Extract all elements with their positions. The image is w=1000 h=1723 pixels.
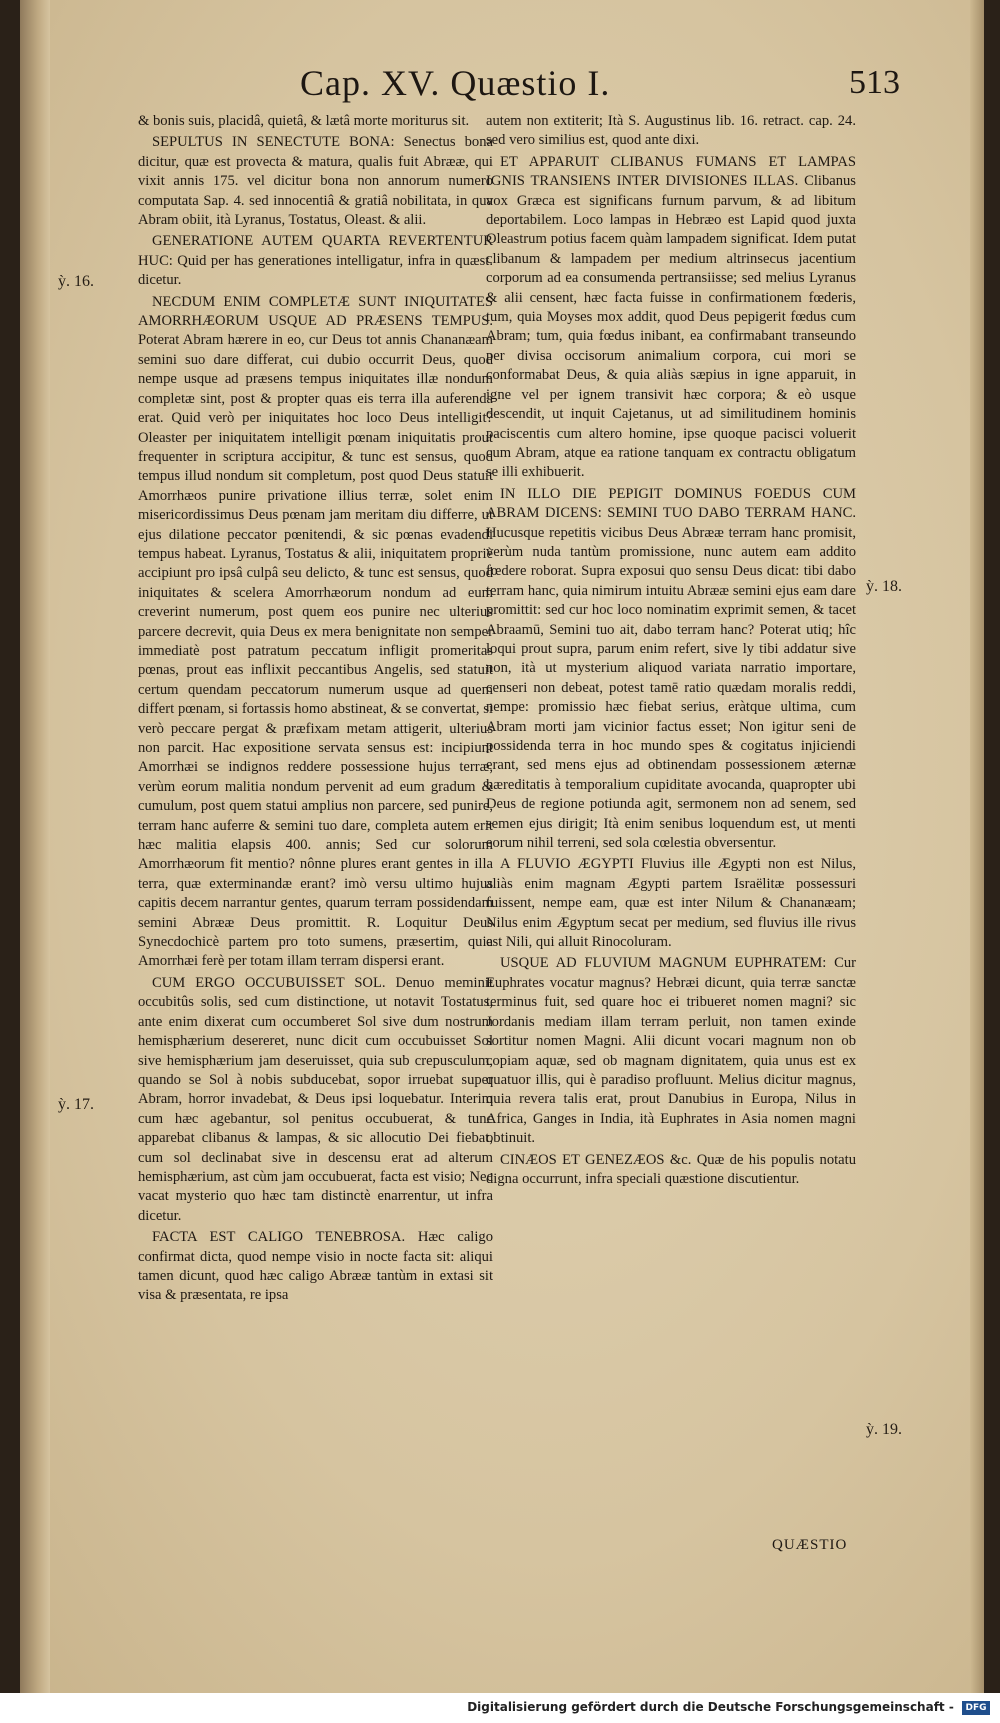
verse-note-17: ỳ. 17. xyxy=(58,1096,94,1113)
left-column xyxy=(138,112,493,1572)
paragraph: SEPULTUS IN SENECTUTE BONA: Senectus bona dicitur, quæ est provecta & matura, qualis fuit Abrææ, qui vixit annis 175. vel dicitur bona non annorum numero computata Sap. 4. sed innocentiâ & gratiâ nobilitata, in qua Abram obiit, ità Lyranus, Tostatus, Oleast. & alii. xyxy=(138,134,493,229)
paragraph: ET APPARUIT CLIBANUS FUMANS ET LAMPAS IGNIS TRANSIENS INTER DIVISIONES ILLAS. Clibanus vox Græca est significans furnum parvum, & ad libitum deportabilem. Loco lampas in Hebræo est Lapid quod juxta Oleastrum potius facem quàm lampadem significat. Idem putat clibanum & lampadem per medium altrinsecus jacentium corporum ad ea consumenda pertransiisse; sed melius Lyranus & alii censent, hæc facta fuisse in confirmationem fœderis, tum, quia Moyses mox addit, quod Deus pepigerit fœdus cum Abram; tum, quia fœdus inibant, ea confirmabant transeundo per divisa occisorum animalium corpora, cui mori se conformabat Deus, & quia aliàs sæpius in igne apparuit, in igne vel per ignem transivit hæc corpora; & eò usque descendit, ut inquit Cajetanus, ut ad similitudinem hominis paciscentis cum altero homine, ipse quoque pacisci voluerit cum Abram, atque ea ratione tanquam ex contractu obligatum se illi exhibuerit. xyxy=(486,153,856,481)
page-gutter xyxy=(20,0,50,1693)
catchword: QUÆSTIO xyxy=(772,1537,848,1553)
dfg-logo-icon: DFG xyxy=(962,1701,990,1715)
paragraph: GENERATIONE AUTEM QUARTA REVERTENTUR HUC: Quid per has generationes intelligatur, infra in quæst. dicetur. xyxy=(138,233,493,289)
paragraph: autem non extiterit; Ità S. Augustinus lib. 16. retract. cap. 24. sed vero similius est, quod ante dixi. xyxy=(486,113,856,149)
verse-note-18: ỳ. 18. xyxy=(866,578,902,595)
paragraph: CINÆOS ET GENEZÆOS &c. Quæ de his populis notatu digna occurrunt, infra speciali quæstione discutientur. xyxy=(486,1151,856,1187)
paragraph: CUM ERGO OCCUBUISSET SOL. Denuo meminit occubitûs solis, sed cum distinctione, ut notavit Tostatus, ante enim dixerat cum occumberet Sol sive dum nostrum hemisphærium desereret, nunc dicit cum occubuisset Sol sive hemisphærium jam deseruisset, quia sub crepusculum, quando se Sol à nobis subducebat, sopor irruebat super Abram, horror invadebat, & Deus ipsi loquebatur. Interim cum hæc agebantur, sol penitus occubuerat, & tunc apparebat clibanus & lampas, & sic allocutio Dei fiebat, cum sol declinabat sive in descensu erat ad alterum hemisphærium, ast cùm jam occubuerat, facta est visio; Nec vacat mysterio quo hæc tam distinctè enarrentur, ut infra dicetur. xyxy=(138,974,493,1224)
footer-credit xyxy=(467,1700,990,1715)
paragraph: USQUE AD FLUVIUM MAGNUM EUPHRATEM: Cur Euphrates vocatur magnus? Hebræi dicunt, quia terræ sanctæ terminus fuit, sed quare hoc ei tribueret nomen magni? sic Jordanis mediam illam terram perluit, non tamen exinde sortitur nomen Magni. Alii dicunt vocari magnum non ob copiam aquæ, sed ob magnam dignitatem, quia unus est ex quatuor illis, qui è paradiso profluunt. Melius dicitur magnus, quia revera talis erat, prout Danubius in Europa, Nilus in Africa, Ganges in India, ità Euphrates in Asia nomen magni obtinuit. xyxy=(486,955,856,1147)
page-header xyxy=(140,62,900,112)
page-number: 513 xyxy=(849,64,900,101)
paragraph: IN ILLO DIE PEPIGIT DOMINUS FOEDUS CUM ABRAM DICENS: SEMINI TUO DABO TERRAM HANC. Hucusque repetitis vicibus Deus Abrææ terram hanc promisit, verùm nuda tantùm promissione, nunc autem eam addito fœdere roborat. Supra exposui quo sensu Deus dicat: tibi dabo terram hanc, quia nimirum intuitu Abrææ semini ejus eam dare promittit: sed cur hoc loco nominatim exprimit semen, & tacet Abraamū, Semini tuo ait, dabo terram hanc? Poterat utiq; hîc loqui prout supra, parum enim refert, sive ly tibi addatur sive non, ità ut mysterium aliquod variata narratio importare, censeri non debeat, potest tamē ratio quædam moralis reddi, nempe: promissio hæc fiebat serius, eràtque ultima, cum Abram morti jam vicinior factus esset; Non igitur seni de possidenda terra in hoc mundo spes & cogitatus injiciendi erant, sed mens ejus ad obtinendam possessionem æternæ hæreditatis à temporalium cupiditate avocanda, quapropter ubi Deus de regione potiunda agit, sermonem non ad senem, sed semen ejus dirigit; Ità enim senibus loquendum est, ut menti eorum nihil terreni, sed sola cœlestia obversentur. xyxy=(486,485,856,852)
digitization-footer xyxy=(0,1693,1000,1723)
right-column xyxy=(486,112,856,1572)
book-page xyxy=(20,0,984,1693)
running-head: Cap. XV. Quæstio I. xyxy=(300,63,611,103)
footer-text: Digitalisierung gefördert durch die Deutsche Forschungsgemeinschaft - xyxy=(467,1700,954,1714)
verse-note-19: ỳ. 19. xyxy=(866,1421,902,1438)
verse-note-16: ỳ. 16. xyxy=(58,273,94,290)
paragraph: FACTA EST CALIGO TENEBROSA. Hæc caligo confirmat dicta, quod nempe visio in nocte facta sit: aliqui tamen dicunt, quod hæc caligo Abrææ tantùm in extasi sit visa & præsentata, re ipsa xyxy=(138,1229,493,1304)
paragraph: A FLUVIO ÆGYPTI Fluvius ille Ægypti non est Nilus, aliàs enim magnam Ægypti partem Israëlitæ possessuri fuissent, nempe eam, quæ est inter Nilum & Chananæam; Nilus enim Ægyptum secat per medium, sed fluvius ille rivus est Nili, qui alluit Rinocoluram. xyxy=(486,856,856,951)
paragraph: NECDUM ENIM COMPLETÆ SUNT INIQUITATES AMORRHÆORUM USQUE AD PRÆSENS TEMPUS. Poterat Abram hærere in eo, cur Deus tot annis Chananæam semini suo dare differat, cui dubio occurrit Deus, quod nempe usque ad præsens tempus iniquitates illæ nondum completæ sint, post & propter quas eis terra illa auferenda erat. Quid verò per iniquitates hoc loco Deus intelligit? Oleaster per iniquitatem intelligit pœnam iniquitatis prout frequenter in scriptura accipitur, & tunc est sensus, quod tempus illud nondum sit completum, post quod Deus statuit Amorrhæos punire privatione illius terræ, solet enim misericordissimus Deus pœnam jam meritam diu differre, ut ejus dilatione peccator pœnitendi, & sic pœnas evadendi tempus habeat. Lyranus, Tostatus & alii, iniquitatem propriè accipiunt pro ipsâ culpâ seu delicto, & tunc est sensus, quod iniquitates & scelera Amorrhæorum nondum ad eum creverint numerum, post quem eos punire nec ulterius parcere decrevit, quia Deus ex mera benignitate non semper immediatè post patratum peccatum infligit promeritas pœnas, prout eas inflixit peccantibus Angelis, sed statuit certum quendam peccatorum numerum usque ad quem differt pœnam, si fortassis homo abstineat, & se convertat, si verò peccare pergat & præfixam metam attigerit, ulterius non parcit. Hac expositione servata sensus est: incipiunt Amorrhæi se indignos reddere possessione hujus terræ, verùm eorum malitia nondum pervenit ad eum gradum & cumulum, post quem statui amplius non parcere, sed punire, terram hanc auferre & semini tuo dare, completa autem erit hæc malitia elapsis 400. annis; Sed cur solorum Amorrhæorum fit mentio? nônne plures erant gentes in illa terra, quæ exterminandæ erant? imò versu ultimo hujus capitis decem narrantur gentes, quarum terram possidendam semini Abrææ Deus promittit. R. Loquitur Deus Synecdochicè partem pro toto sumens, præsertim, quia Amorrhæi ferè per totam illam terram dispersi erant. xyxy=(138,293,493,970)
page-edge xyxy=(970,0,984,1693)
paragraph: & bonis suis, placidâ, quietâ, & lætâ morte moriturus sit. xyxy=(138,113,470,129)
